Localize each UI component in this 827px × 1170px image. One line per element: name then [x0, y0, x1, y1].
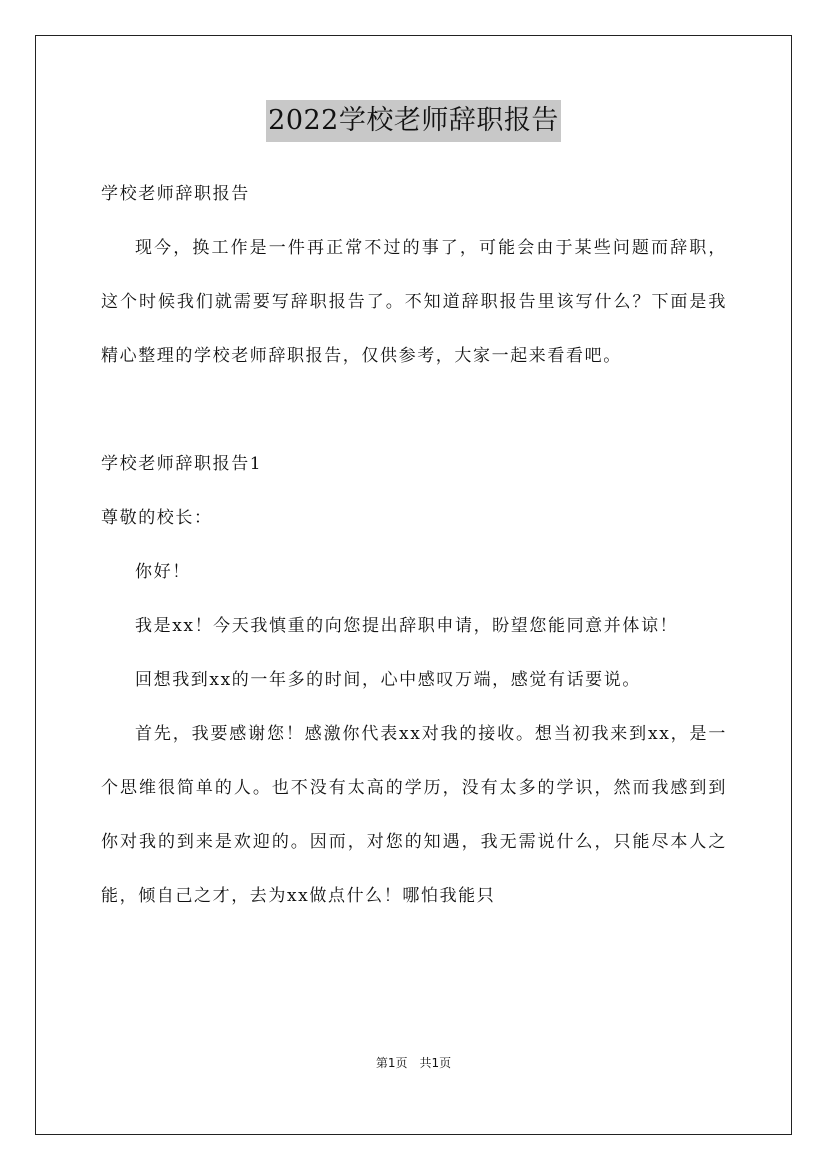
body-paragraph: 现今，换工作是一件再正常不过的事了，可能会由于某些问题而辞职，这个时候我们就需要写辞职报告了。不知道辞职报告里该写什么？下面是我精心整理的学校老师辞职报告，仅供参考，大家一起来看看吧。: [101, 238, 727, 366]
title-container: [0, 100, 827, 142]
body-paragraph: 我是xx！今天我慎重的向您提出辞职申请，盼望您能同意并体谅！: [135, 616, 679, 636]
body-paragraph: 学校老师辞职报告: [101, 184, 250, 204]
document-body: [101, 167, 727, 923]
body-paragraph: 回想我到xx的一年多的时间，心中感叹万端，感觉有话要说。: [135, 670, 641, 690]
document-title: 2022学校老师辞职报告: [266, 100, 561, 142]
page-number-total: 共1页: [419, 1056, 452, 1070]
body-paragraph: 学校老师辞职报告1: [101, 454, 263, 474]
page-number-current: 第1页: [375, 1056, 408, 1070]
page-footer: [0, 1054, 827, 1072]
body-paragraph: 尊敬的校长：: [101, 508, 213, 528]
body-paragraph: 你好！: [135, 562, 191, 582]
body-paragraph: 首先，我要感谢您！感激你代表xx对我的接收。想当初我来到xx，是一个思维很简单的人。也不没有太高的学历，没有太多的学识，然而我感到到你对我的到来是欢迎的。因而，对您的知遇，我无需说什么，只能尽本人之能，倾自己之才，去为xx做点什么！哪怕我能只: [101, 724, 727, 906]
